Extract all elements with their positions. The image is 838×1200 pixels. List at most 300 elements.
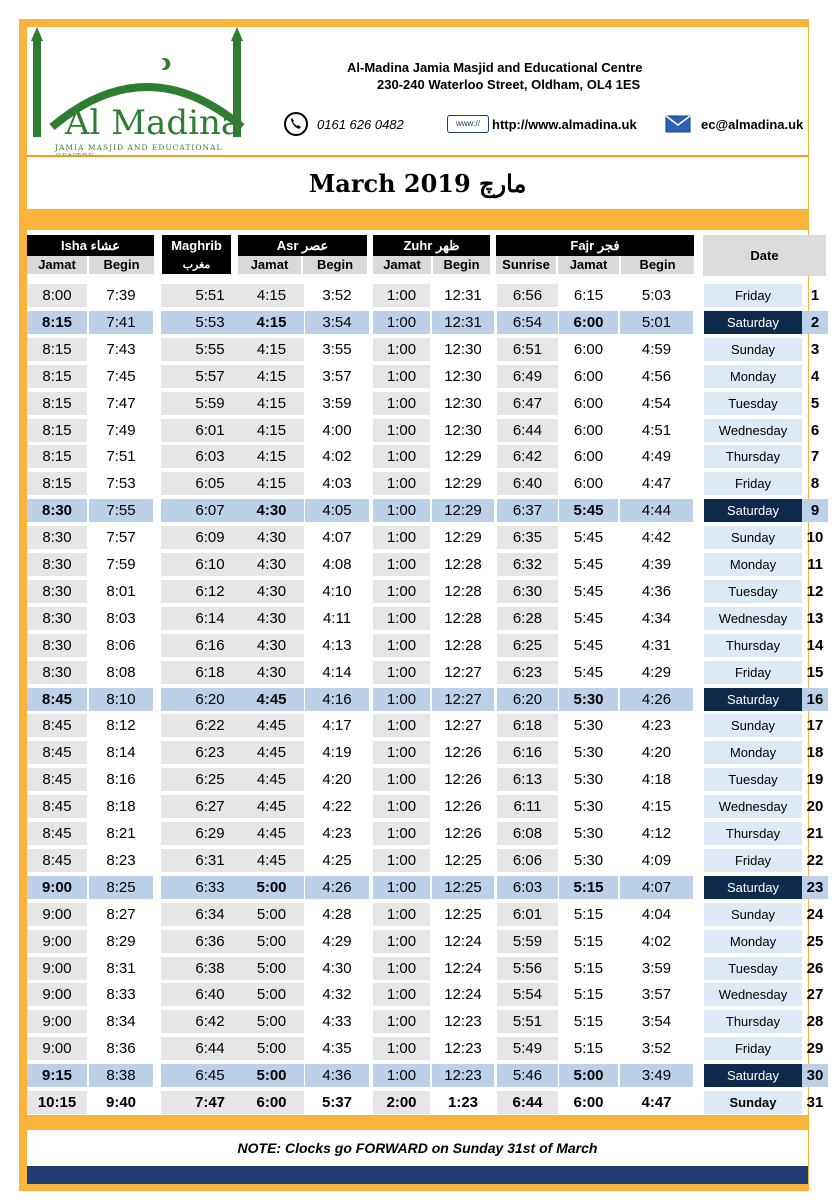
cell-asr-b: 4:29 xyxy=(305,930,369,953)
table-row xyxy=(27,390,828,417)
cell-maghrib: 6:33 xyxy=(161,876,259,899)
table-row xyxy=(27,605,828,632)
cell-zuhr-b: 12:29 xyxy=(432,472,494,495)
cell-fajr-j: 6:00 xyxy=(559,472,618,495)
cell-zuhr-b: 12:28 xyxy=(432,553,494,576)
cell-maghrib: 6:29 xyxy=(161,822,259,845)
cell-fajr-b: 4:31 xyxy=(620,634,693,657)
subheader-isha-jamat: Jamat xyxy=(27,256,87,274)
cell-isha-b: 8:25 xyxy=(89,876,153,899)
cell-asr-b: 4:00 xyxy=(305,419,369,442)
cell-asr-j: 4:45 xyxy=(239,849,304,872)
cell-zuhr-j: 2:00 xyxy=(373,1091,430,1114)
note-bar xyxy=(27,1130,808,1166)
cell-date: 18 xyxy=(806,744,824,762)
cell-asr-j: 4:15 xyxy=(239,284,304,307)
cell-sunrise: 5:51 xyxy=(497,1010,558,1033)
cell-zuhr-j: 1:00 xyxy=(373,580,430,603)
cell-day: Tuesday xyxy=(704,957,802,980)
cell-sunrise: 6:37 xyxy=(497,499,558,522)
cell-day: Saturday xyxy=(704,1064,802,1087)
cell-isha-j: 8:30 xyxy=(27,499,87,522)
cell-isha-j: 9:00 xyxy=(27,957,87,980)
subheader-sunrise: Sunrise xyxy=(496,256,556,274)
cell-asr-b: 4:16 xyxy=(305,688,369,711)
cell-isha-j: 8:45 xyxy=(27,795,87,818)
cell-date: 23 xyxy=(802,876,828,899)
cell-date: 5 xyxy=(810,394,820,412)
cell-day: Saturday xyxy=(704,688,802,711)
cell-day: Monday xyxy=(704,930,802,953)
cell-zuhr-b: 12:23 xyxy=(432,1037,494,1060)
table-row xyxy=(27,470,828,497)
cell-day: Monday xyxy=(704,741,802,764)
cell-asr-b: 3:55 xyxy=(305,338,369,361)
cell-date: 28 xyxy=(806,1013,824,1031)
cell-zuhr-j: 1:00 xyxy=(373,499,430,522)
cell-day: Sunday xyxy=(704,714,802,737)
cell-fajr-b: 3:54 xyxy=(620,1010,693,1033)
cell-maghrib: 5:53 xyxy=(161,311,259,334)
cell-date: 22 xyxy=(806,851,824,869)
cell-maghrib: 5:55 xyxy=(161,338,259,361)
cell-isha-b: 7:59 xyxy=(89,553,153,576)
cell-asr-b: 3:54 xyxy=(305,311,369,334)
cell-zuhr-j: 1:00 xyxy=(373,1064,430,1087)
cell-maghrib: 5:57 xyxy=(161,365,259,388)
header-maghrib: Maghrib xyxy=(162,235,231,256)
cell-asr-b: 4:33 xyxy=(305,1010,369,1033)
cell-fajr-j: 5:45 xyxy=(559,499,618,522)
cell-fajr-j: 5:30 xyxy=(559,849,618,872)
cell-fajr-j: 5:45 xyxy=(559,634,618,657)
table-row xyxy=(27,847,828,874)
cell-day: Friday xyxy=(704,849,802,872)
cell-isha-b: 7:47 xyxy=(89,392,153,415)
cell-zuhr-b: 12:26 xyxy=(432,768,494,791)
cell-asr-j: 4:30 xyxy=(239,661,304,684)
cell-isha-b: 8:31 xyxy=(89,957,153,980)
cell-fajr-b: 4:20 xyxy=(620,741,693,764)
cell-isha-b: 7:45 xyxy=(89,365,153,388)
cell-isha-j: 9:00 xyxy=(27,876,87,899)
cell-sunrise: 6:44 xyxy=(497,419,558,442)
cell-zuhr-j: 1:00 xyxy=(373,365,430,388)
logo xyxy=(27,27,257,155)
cell-zuhr-j: 1:00 xyxy=(373,419,430,442)
subheader-zuhr-jamat: Jamat xyxy=(373,256,431,274)
cell-fajr-j: 5:45 xyxy=(559,553,618,576)
cell-day: Friday xyxy=(704,472,802,495)
phone-number[interactable]: 0161 626 0482 xyxy=(317,117,404,132)
cell-isha-j: 8:15 xyxy=(27,311,87,334)
cell-fajr-b: 4:56 xyxy=(620,365,693,388)
cell-day: Wednesday xyxy=(704,795,802,818)
cell-fajr-j: 5:15 xyxy=(559,930,618,953)
cell-zuhr-b: 12:27 xyxy=(432,661,494,684)
cell-isha-b: 7:49 xyxy=(89,419,153,442)
cell-zuhr-j: 1:00 xyxy=(373,1010,430,1033)
table-row xyxy=(27,739,828,766)
cell-isha-b: 8:38 xyxy=(89,1064,153,1087)
cell-sunrise: 6:06 xyxy=(497,849,558,872)
cell-day: Thursday xyxy=(704,822,802,845)
cell-asr-j: 4:45 xyxy=(239,822,304,845)
cell-isha-j: 8:15 xyxy=(27,419,87,442)
cell-zuhr-b: 12:26 xyxy=(432,741,494,764)
subheader-fajr-jamat: Jamat xyxy=(558,256,619,274)
cell-asr-b: 4:13 xyxy=(305,634,369,657)
cell-date: 10 xyxy=(806,529,824,547)
cell-maghrib: 6:05 xyxy=(161,472,259,495)
table-row xyxy=(27,874,828,901)
cell-isha-b: 8:10 xyxy=(89,688,153,711)
cell-asr-b: 4:25 xyxy=(305,849,369,872)
cell-fajr-b: 4:42 xyxy=(620,526,693,549)
cell-asr-j: 5:00 xyxy=(239,876,304,899)
cell-isha-b: 8:18 xyxy=(89,795,153,818)
cell-isha-j: 9:00 xyxy=(27,1037,87,1060)
website-link[interactable]: http://www.almadina.uk xyxy=(492,117,637,132)
cell-zuhr-j: 1:00 xyxy=(373,1037,430,1060)
cell-fajr-j: 6:00 xyxy=(559,338,618,361)
cell-date: 21 xyxy=(806,825,824,842)
cell-zuhr-b: 12:26 xyxy=(432,822,494,845)
cell-maghrib: 6:10 xyxy=(161,553,259,576)
cell-fajr-j: 6:00 xyxy=(559,419,618,442)
cell-sunrise: 6:13 xyxy=(497,768,558,791)
cell-sunrise: 6:16 xyxy=(497,741,558,764)
cell-zuhr-j: 1:00 xyxy=(373,661,430,684)
cell-day: Sunday xyxy=(704,903,802,926)
cell-asr-j: 4:15 xyxy=(239,472,304,495)
cell-asr-j: 4:15 xyxy=(239,392,304,415)
cell-fajr-b: 4:15 xyxy=(620,795,693,818)
cell-fajr-b: 4:39 xyxy=(620,553,693,576)
cell-fajr-b: 4:09 xyxy=(620,849,693,872)
cell-fajr-j: 6:15 xyxy=(559,284,618,307)
cell-zuhr-b: 12:28 xyxy=(432,607,494,630)
table-row xyxy=(27,363,828,390)
cell-maghrib: 6:36 xyxy=(161,930,259,953)
cell-isha-b: 8:08 xyxy=(89,661,153,684)
cell-isha-b: 8:33 xyxy=(89,983,153,1006)
bottom-bar xyxy=(27,1166,808,1184)
cell-fajr-j: 5:15 xyxy=(559,903,618,926)
cell-fajr-j: 5:00 xyxy=(559,1064,618,1087)
cell-isha-b: 8:36 xyxy=(89,1037,153,1060)
cell-zuhr-j: 1:00 xyxy=(373,876,430,899)
cell-sunrise: 6:42 xyxy=(497,445,558,468)
title-bar xyxy=(27,155,808,209)
cell-sunrise: 6:28 xyxy=(497,607,558,630)
header xyxy=(27,27,808,155)
cell-date: 30 xyxy=(802,1064,828,1087)
subheader-asr-jamat: Jamat xyxy=(238,256,301,274)
cell-maghrib: 6:45 xyxy=(161,1064,259,1087)
cell-sunrise: 5:54 xyxy=(497,983,558,1006)
cell-zuhr-j: 1:00 xyxy=(373,472,430,495)
cell-day: Sunday xyxy=(704,1091,802,1114)
email-icon xyxy=(665,114,691,134)
cell-maghrib: 6:34 xyxy=(161,903,259,926)
cell-zuhr-b: 12:29 xyxy=(432,499,494,522)
cell-isha-j: 8:45 xyxy=(27,741,87,764)
cell-isha-j: 10:15 xyxy=(27,1091,87,1114)
cell-date: 27 xyxy=(806,986,824,1004)
cell-zuhr-b: 12:27 xyxy=(432,688,494,711)
cell-isha-j: 8:15 xyxy=(27,472,87,495)
cell-zuhr-j: 1:00 xyxy=(373,553,430,576)
cell-maghrib: 6:18 xyxy=(161,661,259,684)
cell-maghrib: 5:51 xyxy=(161,284,259,307)
cell-zuhr-j: 1:00 xyxy=(373,445,430,468)
cell-asr-b: 4:36 xyxy=(305,1064,369,1087)
cell-fajr-b: 4:36 xyxy=(620,580,693,603)
cell-isha-j: 8:45 xyxy=(27,714,87,737)
cell-sunrise: 5:59 xyxy=(497,930,558,953)
cell-fajr-j: 5:15 xyxy=(559,1010,618,1033)
header-zuhr: Zuhr ظهر xyxy=(373,235,490,256)
cell-isha-j: 9:00 xyxy=(27,1010,87,1033)
header-asr: Asr عصر xyxy=(238,235,367,256)
cell-asr-j: 4:30 xyxy=(239,499,304,522)
cell-sunrise: 5:56 xyxy=(497,957,558,980)
cell-asr-b: 4:02 xyxy=(305,445,369,468)
cell-date: 19 xyxy=(806,771,824,789)
cell-fajr-b: 4:49 xyxy=(620,445,693,468)
cell-fajr-j: 6:00 xyxy=(559,365,618,388)
web-icon: www:// xyxy=(447,115,489,133)
header-fajr: Fajr فجر xyxy=(496,235,694,256)
cell-isha-b: 8:29 xyxy=(89,930,153,953)
cell-sunrise: 6:25 xyxy=(497,634,558,657)
cell-zuhr-j: 1:00 xyxy=(373,688,430,711)
table-row xyxy=(27,659,828,686)
cell-fajr-j: 5:15 xyxy=(559,876,618,899)
table-row xyxy=(27,524,828,551)
cell-date: 9 xyxy=(802,499,828,522)
cell-fajr-j: 5:15 xyxy=(559,957,618,980)
cell-zuhr-j: 1:00 xyxy=(373,795,430,818)
cell-day: Tuesday xyxy=(704,768,802,791)
cell-sunrise: 6:32 xyxy=(497,553,558,576)
subheader-zuhr-begin: Begin xyxy=(433,256,490,274)
cell-maghrib: 6:40 xyxy=(161,983,259,1006)
cell-date: 1 xyxy=(810,287,820,304)
cell-fajr-j: 5:15 xyxy=(559,983,618,1006)
cell-isha-j: 8:30 xyxy=(27,661,87,684)
cell-isha-b: 7:51 xyxy=(89,445,153,468)
cell-date: 15 xyxy=(806,663,824,681)
cell-date: 17 xyxy=(806,717,824,735)
cell-isha-j: 8:00 xyxy=(27,284,87,307)
cell-day: Friday xyxy=(704,661,802,684)
subheader-isha-begin: Begin xyxy=(89,256,154,274)
cell-isha-b: 8:34 xyxy=(89,1010,153,1033)
cell-asr-j: 4:45 xyxy=(239,714,304,737)
cell-asr-j: 4:15 xyxy=(239,419,304,442)
table-row xyxy=(27,1062,828,1089)
cell-sunrise: 6:40 xyxy=(497,472,558,495)
cell-zuhr-j: 1:00 xyxy=(373,983,430,1006)
cell-isha-b: 7:55 xyxy=(89,499,153,522)
cell-day: Friday xyxy=(704,1037,802,1060)
cell-zuhr-j: 1:00 xyxy=(373,634,430,657)
cell-isha-j: 8:15 xyxy=(27,338,87,361)
cell-fajr-j: 5:15 xyxy=(559,1037,618,1060)
cell-fajr-j: 5:30 xyxy=(559,822,618,845)
cell-isha-b: 8:03 xyxy=(89,607,153,630)
cell-zuhr-b: 12:24 xyxy=(432,930,494,953)
cell-date: 31 xyxy=(806,1094,824,1111)
cell-sunrise: 6:47 xyxy=(497,392,558,415)
cell-fajr-j: 5:30 xyxy=(559,795,618,818)
cell-fajr-j: 6:00 xyxy=(559,311,618,334)
table-row xyxy=(27,712,828,739)
email-link[interactable]: ec@almadina.uk xyxy=(701,117,804,132)
cell-fajr-b: 5:01 xyxy=(620,311,693,334)
cell-fajr-b: 4:47 xyxy=(620,1091,693,1114)
cell-fajr-b: 3:57 xyxy=(620,983,693,1006)
cell-zuhr-b: 12:31 xyxy=(432,284,494,307)
cell-asr-j: 4:45 xyxy=(239,741,304,764)
cell-isha-b: 7:57 xyxy=(89,526,153,549)
cell-sunrise: 6:54 xyxy=(497,311,558,334)
cell-date: 2 xyxy=(802,311,828,334)
cell-asr-j: 5:00 xyxy=(239,983,304,1006)
cell-zuhr-j: 1:00 xyxy=(373,849,430,872)
cell-sunrise: 6:49 xyxy=(497,365,558,388)
cell-isha-b: 7:53 xyxy=(89,472,153,495)
cell-maghrib: 5:59 xyxy=(161,392,259,415)
cell-zuhr-j: 1:00 xyxy=(373,284,430,307)
cell-fajr-j: 5:45 xyxy=(559,607,618,630)
cell-day: Sunday xyxy=(704,526,802,549)
cell-isha-j: 8:30 xyxy=(27,634,87,657)
cell-fajr-j: 6:00 xyxy=(559,392,618,415)
cell-isha-j: 8:30 xyxy=(27,526,87,549)
cell-sunrise: 6:51 xyxy=(497,338,558,361)
cell-fajr-j: 5:30 xyxy=(559,714,618,737)
cell-zuhr-b: 12:23 xyxy=(432,1064,494,1087)
cell-asr-b: 3:52 xyxy=(305,284,369,307)
cell-asr-j: 4:15 xyxy=(239,445,304,468)
cell-maghrib: 7:47 xyxy=(161,1091,259,1114)
cell-fajr-b: 4:34 xyxy=(620,607,693,630)
cell-day: Tuesday xyxy=(704,392,802,415)
cell-date: 6 xyxy=(810,421,820,439)
cell-asr-j: 5:00 xyxy=(239,930,304,953)
cell-zuhr-b: 12:27 xyxy=(432,714,494,737)
cell-fajr-b: 4:47 xyxy=(620,472,693,495)
table-row xyxy=(27,282,828,309)
cell-zuhr-b: 12:24 xyxy=(432,957,494,980)
cell-asr-j: 4:30 xyxy=(239,526,304,549)
cell-day: Thursday xyxy=(704,634,802,657)
subheader-fajr-begin: Begin xyxy=(621,256,694,274)
cell-isha-j: 9:00 xyxy=(27,983,87,1006)
table-row xyxy=(27,336,828,363)
subheader-maghrib-arabic: مغرب xyxy=(162,256,231,274)
cell-maghrib: 6:12 xyxy=(161,580,259,603)
cell-asr-j: 4:30 xyxy=(239,580,304,603)
cell-asr-b: 3:57 xyxy=(305,365,369,388)
cell-fajr-b: 3:59 xyxy=(620,957,693,980)
cell-fajr-b: 4:54 xyxy=(620,392,693,415)
cell-asr-j: 4:30 xyxy=(239,607,304,630)
cell-maghrib: 6:01 xyxy=(161,419,259,442)
cell-fajr-b: 4:02 xyxy=(620,930,693,953)
cell-date: 14 xyxy=(806,636,824,654)
cell-fajr-b: 4:29 xyxy=(620,661,693,684)
cell-isha-j: 8:30 xyxy=(27,553,87,576)
cell-day: Wednesday xyxy=(704,607,802,630)
cell-isha-b: 8:16 xyxy=(89,768,153,791)
cell-date: 16 xyxy=(802,688,828,711)
cell-asr-j: 4:30 xyxy=(239,553,304,576)
table-row xyxy=(27,497,828,524)
cell-asr-b: 4:22 xyxy=(305,795,369,818)
table-row xyxy=(27,820,828,847)
cell-maghrib: 6:23 xyxy=(161,741,259,764)
cell-isha-j: 8:15 xyxy=(27,392,87,415)
page-title: March 2019 مارچ xyxy=(308,169,527,198)
cell-asr-b: 4:32 xyxy=(305,983,369,1006)
table-row xyxy=(27,632,828,659)
cell-asr-b: 4:20 xyxy=(305,768,369,791)
cell-date: 12 xyxy=(806,582,824,600)
cell-asr-j: 4:15 xyxy=(239,311,304,334)
cell-isha-j: 8:45 xyxy=(27,822,87,845)
table-row xyxy=(27,793,828,820)
cell-day: Monday xyxy=(704,365,802,388)
cell-fajr-j: 5:45 xyxy=(559,580,618,603)
cell-day: Saturday xyxy=(704,311,802,334)
cell-maghrib: 6:03 xyxy=(161,445,259,468)
cell-zuhr-j: 1:00 xyxy=(373,311,430,334)
cell-asr-b: 4:26 xyxy=(305,876,369,899)
cell-zuhr-b: 12:24 xyxy=(432,983,494,1006)
cell-zuhr-b: 12:29 xyxy=(432,526,494,549)
table-row xyxy=(27,901,828,928)
cell-sunrise: 6:01 xyxy=(497,903,558,926)
cell-asr-b: 4:08 xyxy=(305,553,369,576)
cell-date: 20 xyxy=(806,798,824,816)
cell-zuhr-j: 1:00 xyxy=(373,768,430,791)
cell-asr-b: 4:14 xyxy=(305,661,369,684)
cell-asr-b: 4:35 xyxy=(305,1037,369,1060)
cell-maghrib: 6:22 xyxy=(161,714,259,737)
note-text: NOTE: Clocks go FORWARD on Sunday 31st of March xyxy=(237,1140,598,1156)
cell-date: 13 xyxy=(806,609,824,627)
cell-sunrise: 6:44 xyxy=(497,1091,558,1114)
cell-maghrib: 6:16 xyxy=(161,634,259,657)
cell-zuhr-b: 12:28 xyxy=(432,634,494,657)
cell-isha-b: 7:39 xyxy=(89,284,153,307)
cell-zuhr-b: 12:30 xyxy=(432,392,494,415)
cell-fajr-b: 4:23 xyxy=(620,714,693,737)
logo-text: Al Madina xyxy=(65,103,242,143)
cell-zuhr-j: 1:00 xyxy=(373,338,430,361)
table-row xyxy=(27,1008,828,1035)
cell-isha-b: 7:41 xyxy=(89,311,153,334)
cell-fajr-b: 3:49 xyxy=(620,1064,693,1087)
cell-asr-j: 4:15 xyxy=(239,338,304,361)
cell-asr-j: 5:00 xyxy=(239,1064,304,1087)
cell-asr-j: 5:00 xyxy=(239,1010,304,1033)
cell-asr-b: 4:05 xyxy=(305,499,369,522)
